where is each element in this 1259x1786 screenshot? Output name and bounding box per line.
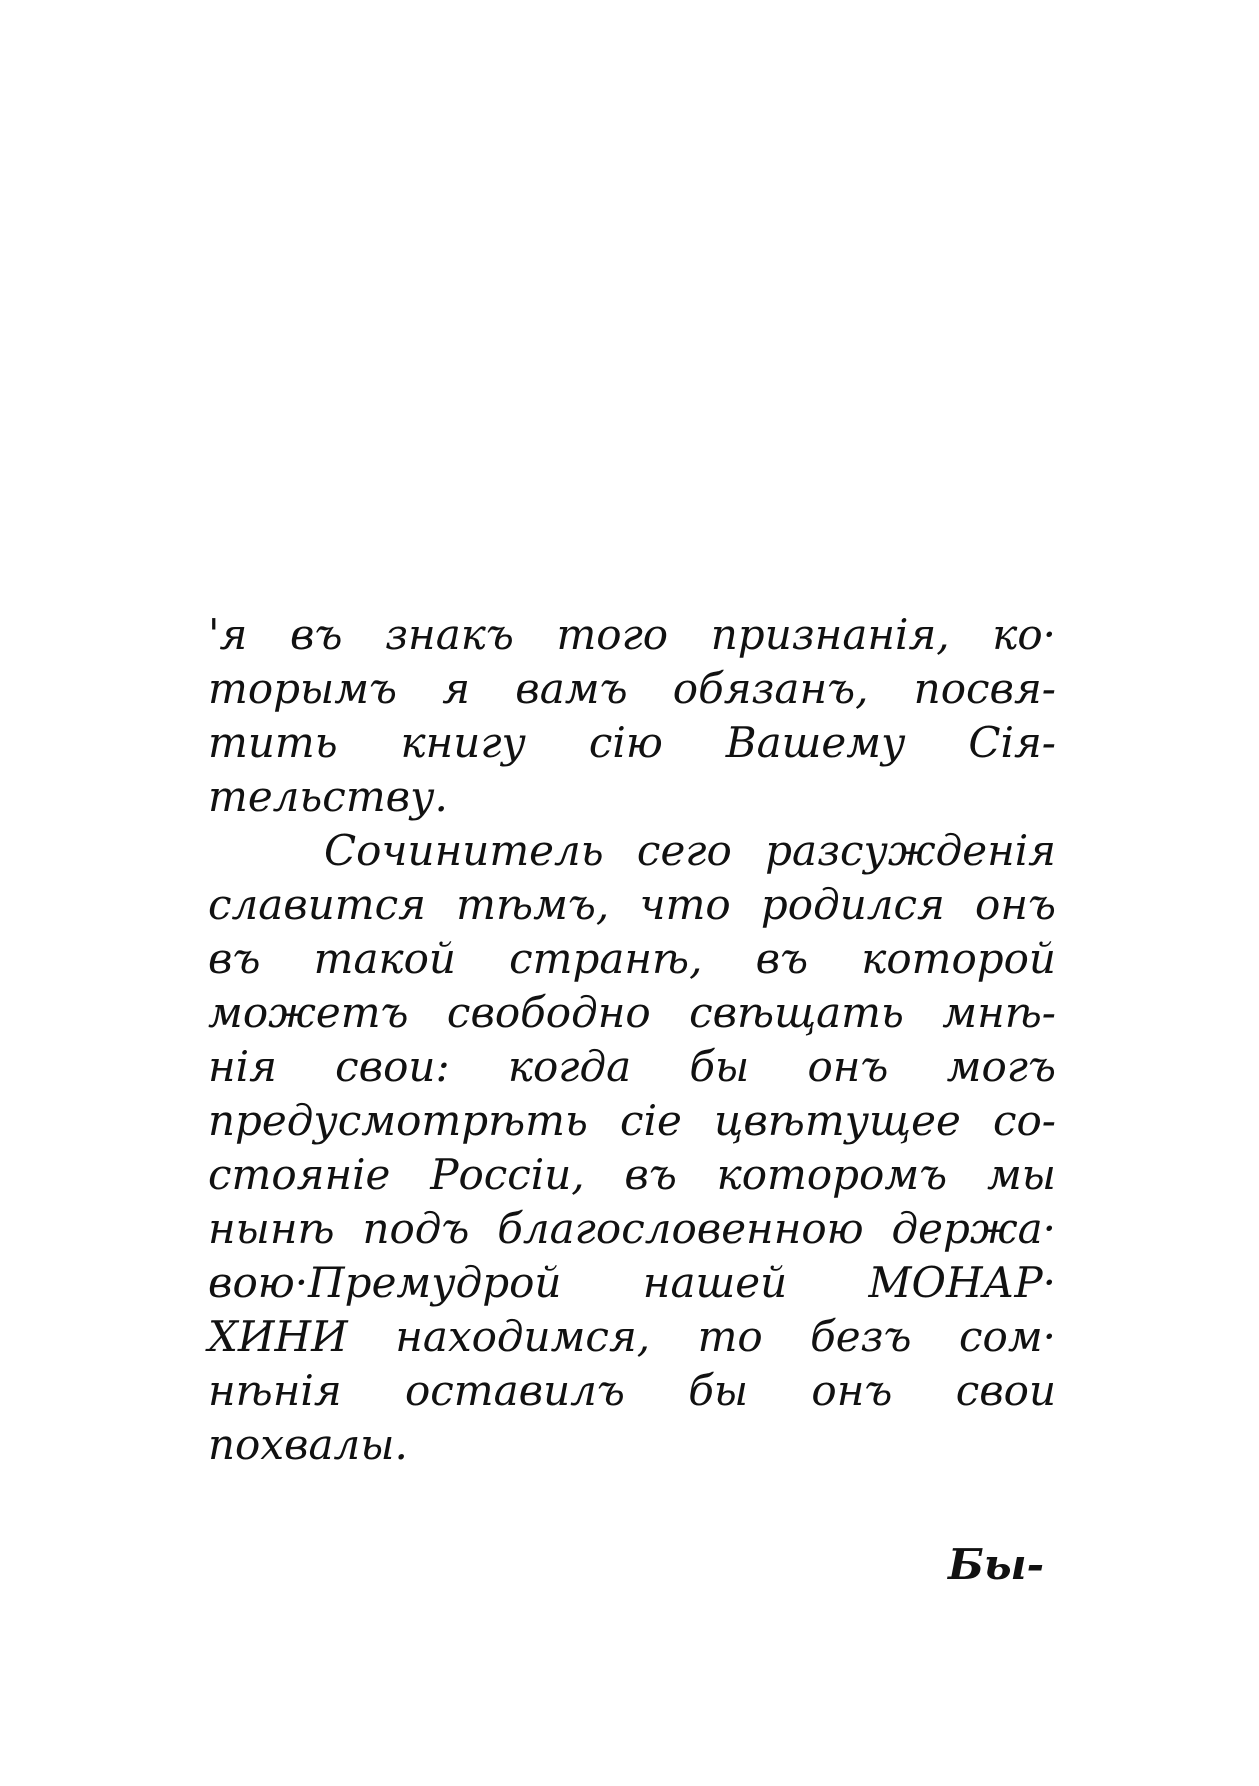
text-line: Сочинитель сего разсужденія — [324, 826, 1056, 875]
text-line: нынѣ подъ благословенною держа· — [208, 1204, 1056, 1253]
text-line: 'я въ знакъ того признанія, ко· — [208, 610, 1056, 659]
text-line: похвалы. — [208, 1420, 408, 1469]
text-line: предусмотрѣть сіе цвѣтущее со- — [208, 1096, 1056, 1145]
text-line: вою·Премудрой нашей МОНАР· — [208, 1258, 1056, 1307]
body-text — [208, 608, 1056, 1472]
text-line: тить книгу сію Вашему Сія- — [208, 718, 1056, 767]
text-line: нія свои: когда бы онъ могъ — [208, 1042, 1056, 1091]
catchword: Бы- — [948, 1540, 1045, 1589]
text-line: славится тѣмъ, что родился онъ — [208, 880, 1056, 929]
text-line: въ такой странѣ, въ которой — [208, 934, 1056, 983]
text-line: стояніе Россіи, въ которомъ мы — [208, 1150, 1056, 1199]
text-line: тельству. — [208, 772, 448, 821]
text-line: можетъ свободно свѣщать мнѣ- — [208, 988, 1056, 1037]
text-line: торымъ я вамъ обязанъ, посвя- — [208, 664, 1056, 713]
text-line: нѣнія оставилъ бы онъ свои — [208, 1366, 1056, 1415]
text-line: ХИНИ находимся, то безъ сом· — [208, 1312, 1056, 1361]
